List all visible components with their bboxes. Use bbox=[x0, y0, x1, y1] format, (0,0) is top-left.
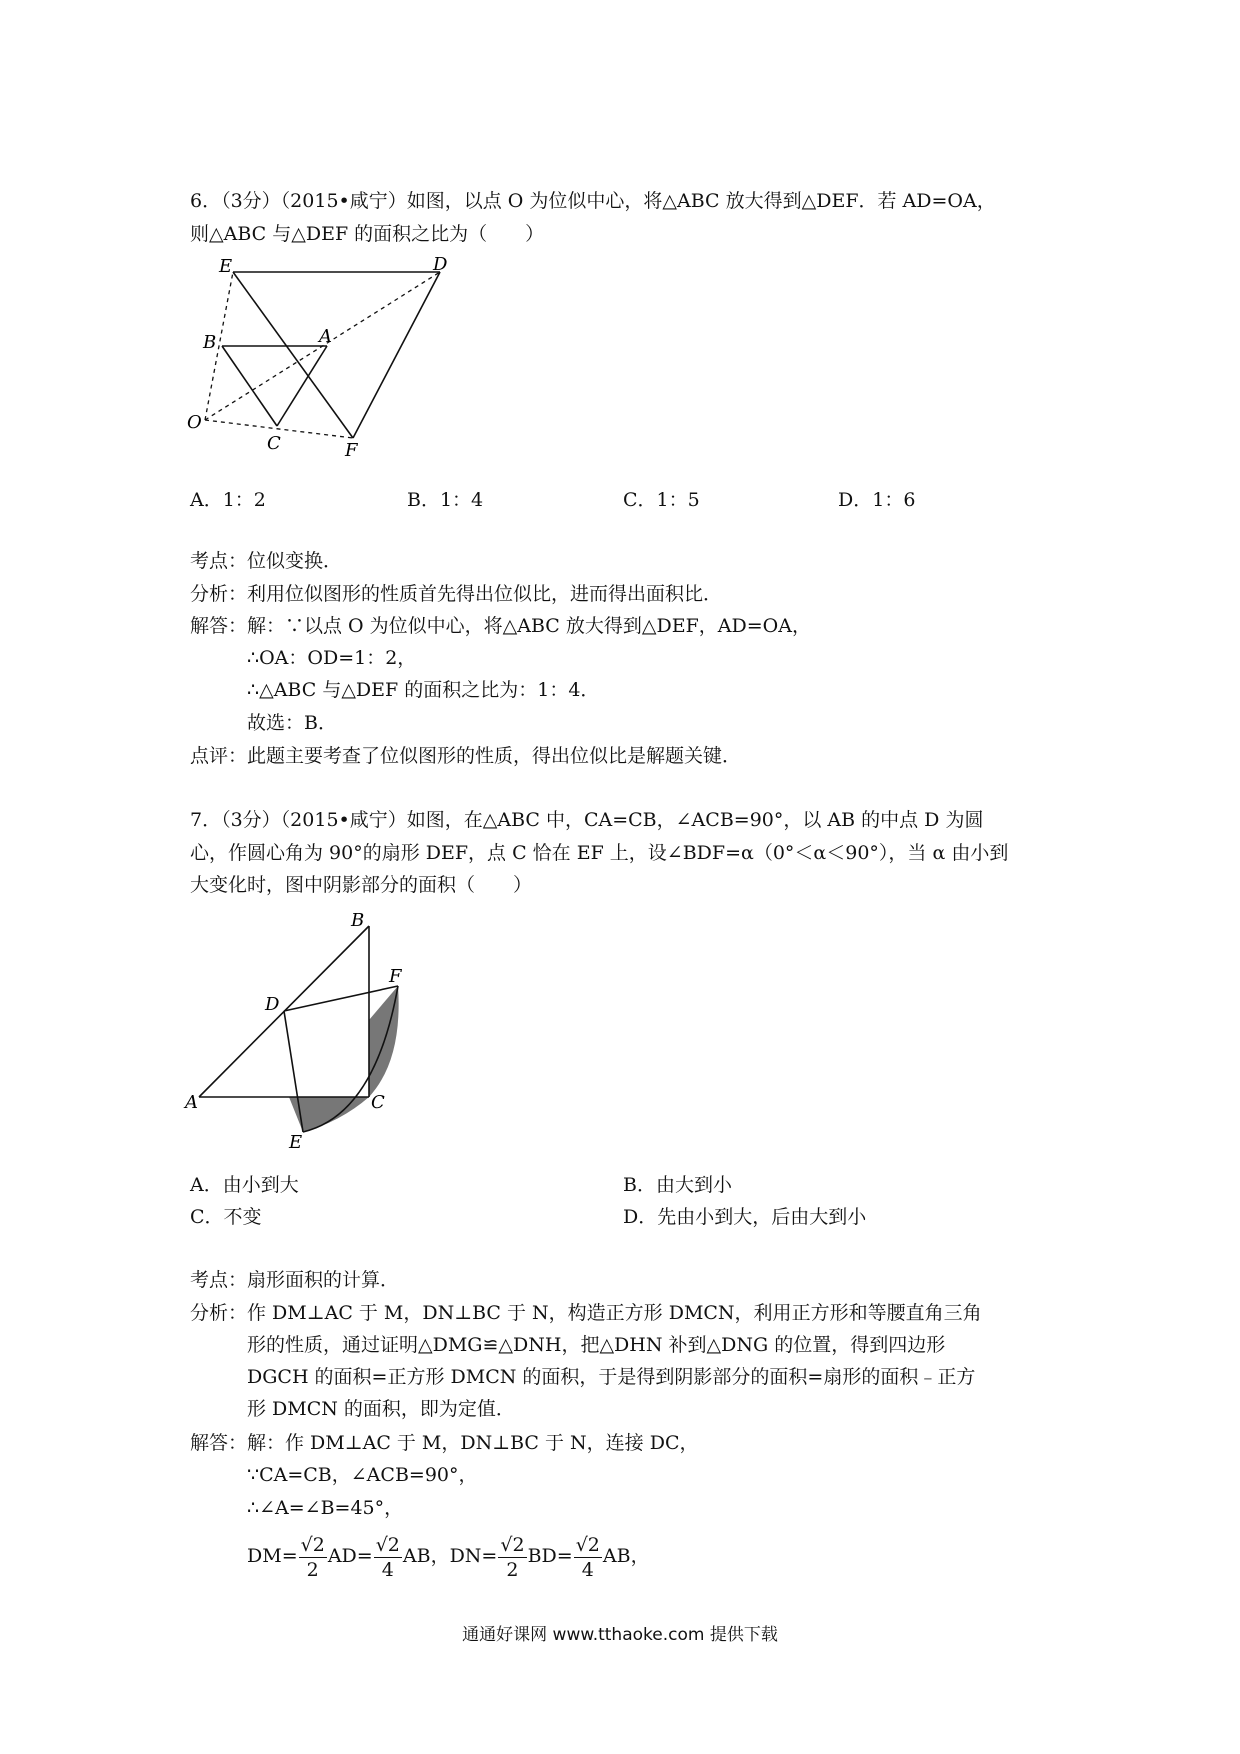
q7-jieda-line1: 解答：解：作 DM⊥AC 于 M，DN⊥BC 于 N，连接 DC， bbox=[190, 1432, 699, 1454]
formula-ab-end: AB， bbox=[602, 1545, 650, 1567]
formula-ad: AD= bbox=[327, 1545, 373, 1567]
page-footer: 通通好课网 www.tthaoke.com 提供下载 bbox=[462, 1625, 778, 1645]
q7-kaodian: 考点：扇形面积的计算． bbox=[190, 1269, 400, 1291]
q6-stem-line1: 6．（3分）（2015•咸宁）如图，以点 O 为位似中心，将△ABC 放大得到△DEF．若 AD=OA， bbox=[190, 190, 996, 212]
q7-fenxi-line2: 形的性质，通过证明△DMG≌△DNH，把△DHN 补到△DNG 的位置，得到四边形 bbox=[247, 1334, 946, 1356]
q6-jieda-line2: ∴OA：OD=1：2， bbox=[247, 647, 417, 669]
q6-kaodian: 考点：位似变换． bbox=[190, 550, 343, 572]
q7-fenxi-line3: DGCH 的面积=正方形 DMCN 的面积，于是得到阴影部分的面积=扇形的面积﹣正方 bbox=[247, 1366, 976, 1388]
formula-bd: BD= bbox=[527, 1545, 573, 1567]
label-D: D bbox=[433, 254, 448, 275]
segment-DF bbox=[353, 272, 440, 438]
q7-stem-line2: 心，作圆心角为 90°的扇形 DEF，点 C 恰在 EF 上，设∠BDF=α（0°＜α＜90°），当 α 由小到 bbox=[190, 842, 1009, 864]
q6-stem-line2: 则△ABC 与△DEF 的面积之比为（ ） bbox=[190, 223, 545, 245]
segment-BC bbox=[222, 346, 277, 426]
q6-dianping: 点评：此题主要考查了位似图形的性质，得出位似比是解题关键． bbox=[190, 745, 742, 767]
q6-option-a: A．1：2 bbox=[190, 489, 266, 511]
q6-jieda-line3: ∴△ABC 与△DEF 的面积之比为：1：4． bbox=[247, 679, 600, 701]
q7-figure bbox=[185, 910, 425, 1153]
formula-ab-dn: AB，DN= bbox=[402, 1545, 498, 1567]
label-A: A bbox=[319, 326, 332, 347]
q7-jieda-line3: ∴∠A=∠B=45°， bbox=[247, 1497, 404, 1519]
q6-figure bbox=[185, 254, 448, 461]
q7-stem-line3: 大变化时，图中阴影部分的面积（ ） bbox=[190, 874, 533, 896]
q7-fenxi-line4: 形 DMCN 的面积，即为定值． bbox=[247, 1398, 515, 1420]
q7-option-a: A．由小到大 bbox=[190, 1174, 299, 1196]
q6-fenxi: 分析：利用位似图形的性质首先得出位似比，进而得出面积比． bbox=[190, 583, 723, 605]
q7-fenxi-line1: 分析：作 DM⊥AC 于 M，DN⊥BC 于 N，构造正方形 DMCN，利用正方形和等腰直角三角 bbox=[190, 1302, 982, 1324]
label-B: B bbox=[351, 910, 365, 931]
label-D: D bbox=[265, 994, 280, 1015]
q6-option-b: B．1：4 bbox=[407, 489, 484, 511]
q7-option-c: C．不变 bbox=[190, 1206, 262, 1228]
fraction-sqrt2-over-4-b: $\frac{√2}{4}$ bbox=[575, 1533, 600, 1581]
label-F: F bbox=[389, 966, 402, 987]
label-C: C bbox=[267, 433, 281, 454]
label-E: E bbox=[289, 1132, 303, 1153]
label-E: E bbox=[219, 256, 233, 277]
sqrt-sign: √ bbox=[300, 1533, 313, 1556]
label-C: C bbox=[371, 1092, 385, 1113]
fraction-sqrt2-over-2: $\frac{√2}{2}$ bbox=[300, 1533, 325, 1581]
segment-AC bbox=[277, 346, 327, 426]
q7-jieda-line2: ∵CA=CB，∠ACB=90°， bbox=[247, 1464, 478, 1486]
label-B: B bbox=[203, 332, 217, 353]
label-F: F bbox=[345, 440, 358, 461]
segment-EF bbox=[233, 272, 353, 438]
q6-jieda-line1: 解答：解：∵以点 O 为位似中心，将△ABC 放大得到△DEF，AD=OA， bbox=[190, 615, 811, 637]
q6-option-d: D．1：6 bbox=[838, 489, 916, 511]
q7-formula bbox=[247, 1526, 650, 1586]
q6-jieda-line4: 故选：B． bbox=[247, 712, 337, 734]
segment-DE bbox=[284, 1011, 303, 1132]
label-A: A bbox=[185, 1092, 198, 1113]
q7-option-b: B．由大到小 bbox=[623, 1174, 732, 1196]
formula-dm: DM= bbox=[247, 1545, 298, 1567]
fraction-sqrt2-over-4: $\frac{√2}{4}$ bbox=[375, 1533, 400, 1581]
q6-option-c: C．1：5 bbox=[623, 489, 700, 511]
q7-option-d: D．先由小到大，后由大到小 bbox=[623, 1206, 867, 1228]
label-O: O bbox=[187, 412, 202, 433]
fraction-sqrt2-over-2-b: $\frac{√2}{2}$ bbox=[500, 1533, 525, 1581]
q7-stem-line1: 7．（3分）（2015•咸宁）如图，在△ABC 中，CA=CB，∠ACB=90°，以 AB 的中点 D 为圆 bbox=[190, 809, 984, 831]
